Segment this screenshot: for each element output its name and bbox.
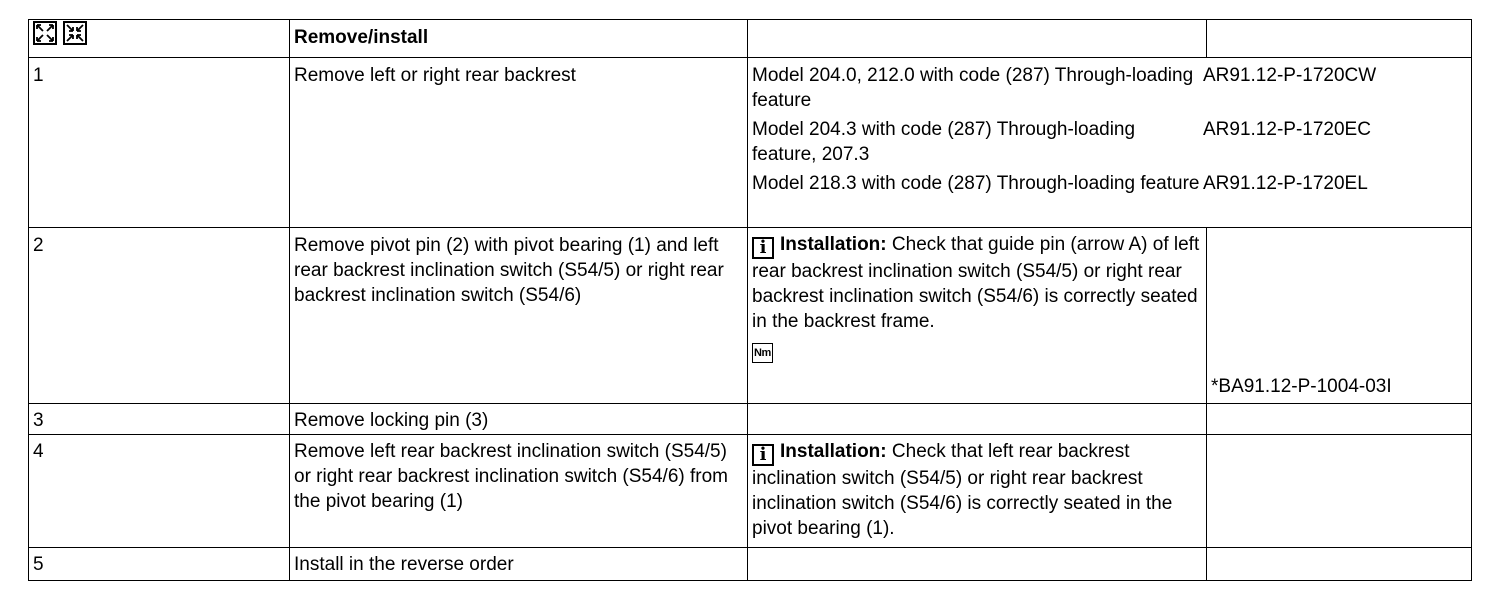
header-icons-cell [29,20,290,58]
info-icon: i [752,444,774,466]
installation-note-cell [748,228,1207,404]
torque-icon: Nm [752,343,773,363]
installation-note [752,439,1202,541]
reference-link[interactable]: AR91.12-P-1720CW [1203,65,1377,86]
step-number: 3 [29,404,290,435]
installation-text: Check that left rear backrest inclination switch (S54/5) or right rear backrest inclination switch (S54/6) is correctly seated in the pivot bearing (1). [752,441,1173,539]
info-icon: i [752,237,774,259]
step-number: 5 [29,548,290,581]
step-action: Remove left or right rear backrest [290,58,748,228]
torque-reference-cell [1207,228,1472,404]
step-row [29,58,1472,228]
step-action: Install in the reverse order [290,548,748,581]
empty-cell [1207,404,1472,435]
installation-label: Installation: [780,234,887,255]
model-note: Model 218.3 with code (287) Through-loading feature [752,173,1200,194]
reference-link[interactable]: AR91.12-P-1720EC [1203,119,1371,140]
torque-reference-link[interactable]: *BA91.12-P-1004-03I [1211,376,1392,397]
step-row [29,548,1472,581]
model-variant [752,63,1467,117]
step-action: Remove locking pin (3) [290,404,748,435]
step-action: Remove pivot pin (2) with pivot bearing (1) and left rear backrest inclination switch (S54/5) or right rear backrest inclination switch (S54/6) [290,228,748,404]
step-row [29,404,1472,435]
model-variant [752,171,1467,200]
empty-cell [748,404,1207,435]
model-variant [752,117,1467,171]
header-row [29,20,1472,58]
model-variants-cell [748,58,1472,228]
step-row [29,435,1472,548]
installation-note-cell [748,435,1207,548]
installation-label: Installation: [780,441,887,462]
installation-note [752,232,1202,334]
step-number: 2 [29,228,290,404]
step-number: 1 [29,58,290,228]
header-empty-cell [1207,20,1472,58]
empty-cell [1207,435,1472,548]
model-note: Model 204.0, 212.0 with code (287) Through-loading feature [752,65,1194,111]
model-note: Model 204.3 with code (287) Through-loading feature, 207.3 [752,119,1136,165]
reference-link[interactable]: AR91.12-P-1720EL [1203,173,1368,194]
installation-text: Check that guide pin (arrow A) of left rear backrest inclination switch (S54/5) or right rear backrest inclination switch (S54/6) is correctly seated in the backrest frame. [752,234,1200,332]
step-row [29,228,1472,404]
header-empty-cell [748,20,1207,58]
procedure-table [28,19,1472,581]
step-action: Remove left rear backrest inclination switch (S54/5) or right rear backrest inclination switch (S54/6) from the pivot bearing (1) [290,435,748,548]
header-title: Remove/install [290,20,748,58]
empty-cell [748,548,1207,581]
step-number: 4 [29,435,290,548]
collapse-icon[interactable] [63,21,87,45]
expand-icon[interactable] [33,21,57,45]
torque-row [752,340,1202,365]
empty-cell [1207,548,1472,581]
